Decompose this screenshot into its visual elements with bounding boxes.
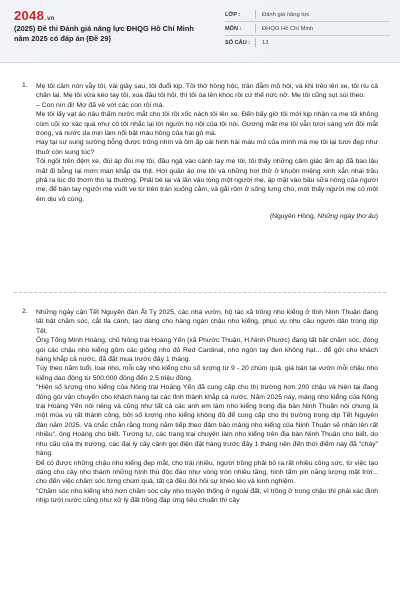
document-content	[0, 62, 400, 600]
meta-separator	[255, 24, 256, 33]
meta-label: LỚP :	[225, 11, 241, 18]
question-number: 2.	[22, 308, 28, 315]
passage-paragraph: Ông Tống Minh Hoàng, chủ Nông trại Hoàng Yến (xã Phước Thuận, H.Ninh Phước) đang tất bật chăm sóc, đóng gói các chậu nho kiểng gồm các giống nho đỏ Red Cardinal, nho ngón tay đen không hạt... để gửi cho khách hàng khắp cả nước, đã đặt mua trước đây 1 tháng.	[36, 337, 378, 364]
passage-paragraph: Tùy theo năm tuổi, loại nho, mỗi cây nho kiểng cho số lượng từ 9 - 20 chùm quả, giá bán tại vườn mỗi chậu nho kiểng dao động từ 500.000 đồng đến 2,5 triệu đồng.	[36, 365, 378, 382]
meta-separator	[255, 38, 256, 47]
document-meta	[225, 8, 390, 49]
meta-row-subject	[225, 22, 390, 36]
question-divider	[14, 292, 386, 293]
meta-value: 13	[262, 39, 269, 46]
passage-paragraph: Những ngày cận Tết Nguyên đán Ất Tỵ 2025, các nhà vườn, hộ tác xã trồng nho kiểng ở tỉnh Ninh Thuận đang tất bật chăm sóc, cắt tỉa cành, tạo dáng cho hàng ngàn chậu nho kiểng, phục vụ nhu cầu người dân trong dịp Tết.	[36, 309, 378, 335]
passage-paragraph: Mẹ tôi lấy vạt áo nâu thấm nước mắt cho tôi rồi xốc nách tôi lên xe. Đến bấy giờ tôi mới kịp nhận ra mẹ tôi không còm cõi xơ xác quá như cô tôi nhắc lại lời người họ nội của tôi nói. Gương mặt mẹ tôi vẫn tươi sáng với đôi mắt trong, và nước da mịn làm nổi bật màu hồng của hai gò má.	[36, 111, 378, 138]
page-title: (2025) Đề thi Đánh giá năng lực ĐHQG Hồ Chí Minh năm 2025 có đáp án (Đề 29)	[14, 24, 194, 43]
meta-value: Đánh giá năng lực	[262, 11, 310, 18]
question-2	[22, 308, 378, 506]
passage-paragraph: Mẹ tôi cầm nón vẫy tôi, vài giây sau, tôi đuổi kịp. Tôi thở hồng hộc, trán đẫm mồ hôi, và khi trèo lên xe, tôi ríu cả chân lại. Mẹ tôi vừa kéo tay tôi, xoa đầu tôi hỏi, thì tôi òa lên khóc rồi cứ thế nức nở. Mẹ tôi cũng sụt sùi theo:	[36, 83, 378, 100]
document-header	[0, 0, 400, 63]
meta-separator	[255, 10, 256, 19]
meta-row-count	[225, 36, 390, 49]
question-1	[22, 82, 378, 222]
passage-paragraph: Tôi ngồi trên đệm xe, đùi áp đùi mẹ tôi, đầu ngả vào cánh tay mẹ tôi, tôi thấy những cảm giác ấm áp đã bao lâu mất đi bỗng lại mơn man khắp da thịt. Hơi quần áo mẹ tôi và những hơi thở ở khuôn miệng xinh xắn nhai trầu phả ra lúc đó thơm tho lạ thường. Phải bé lại và lăn vào lòng một người mẹ, áp mặt vào bầu sữa nóng của người mẹ, để bàn tay người mẹ vuốt ve từ trên trán xuống cằm, và gãi rôm ở sống lưng cho, mới thấy người mẹ có một êm dịu vô cùng.	[36, 158, 378, 203]
question-passage	[36, 82, 378, 222]
passage-source	[36, 212, 378, 221]
question-passage	[36, 308, 378, 506]
meta-value: ĐHQG Hồ Chí Minh	[262, 25, 314, 32]
source-work: Những ngày thơ ấu	[317, 213, 376, 221]
question-number: 1.	[22, 82, 28, 89]
meta-label: MÔN :	[225, 25, 242, 32]
meta-row-class	[225, 8, 390, 22]
passage-paragraph: Hay tại sự sung sướng bỗng được trông nhìn và ôm ấp cái hình hài máu mủ của mình mà mẹ tôi lại tươi đẹp như thuở còn sung túc?	[36, 139, 378, 156]
source-author: (Nguyên Hồng,	[269, 213, 318, 221]
site-logo[interactable]	[14, 8, 55, 23]
meta-label: SỐ CÂU :	[225, 39, 251, 46]
logo-suffix: .vn	[45, 16, 55, 22]
passage-paragraph: "Hiện số lượng nho kiểng của Nông trại Hoàng Yến đã cung cấp cho thị trường hơn 200 chậu và hiện tại đang đóng gói vận chuyển cho khách hàng tại các tỉnh thành khắp cả nước. Năm 2025 này, mảng nho kiểng của Nông trại Hoàng Yến nói riêng và cũng như tất cả các anh em làm nho kiểng trong địa bàn Ninh Thuận nói chung là một mùa vụ rất thành công, bởi số lượng nho kiểng không đủ để cung cấp cho thị trường trong dịp Tết Nguyên đán năm 2025. Và chắc chắn rằng trong năm tiếp theo đảm bảo mảng nho kiểng của Ninh Thuận sẽ nhân lên rất nhiều", ông Hoàng cho biết. Tương tự, các trang trại chuyên làm nho kiểng trên địa bàn Ninh Thuận cho biết, do nhu cầu của thị trường, các đại lý cây cảnh gọi điện đặt hàng trước đây 1 tháng nên đến thời điểm này đã "cháy" hàng.	[36, 384, 378, 458]
passage-paragraph: "Chăm sóc nho kiểng khó hơn chăm sóc cây nho truyền thống ở ngoài đất, vì trồng ở trong chậu thì phải xác định nhịp tưới nước cũng như xử lý đất trồng đáp ứng tiêu chuẩn thì cây	[36, 487, 378, 505]
passage-paragraph: Để có được những chậu nho kiểng đẹp mắt, cho trái nhiều, người trồng phải bỏ ra rất nhiều công sức, từ việc tạo dáng cho cây nho thành những hình thù độc đáo như vòng tròn nhiều tầng, hình tấm pin năng lượng mặt trời... cho đến việc chăm sóc từng chùm quả, tất cả đều đòi hỏi sự khéo léo và kinh nghiệm.	[36, 459, 378, 486]
source-end: )	[375, 213, 378, 221]
passage-paragraph: – Con nín đi! Mợ đã về với các con rồi mà.	[36, 101, 165, 109]
logo-text: 2048	[14, 8, 45, 23]
